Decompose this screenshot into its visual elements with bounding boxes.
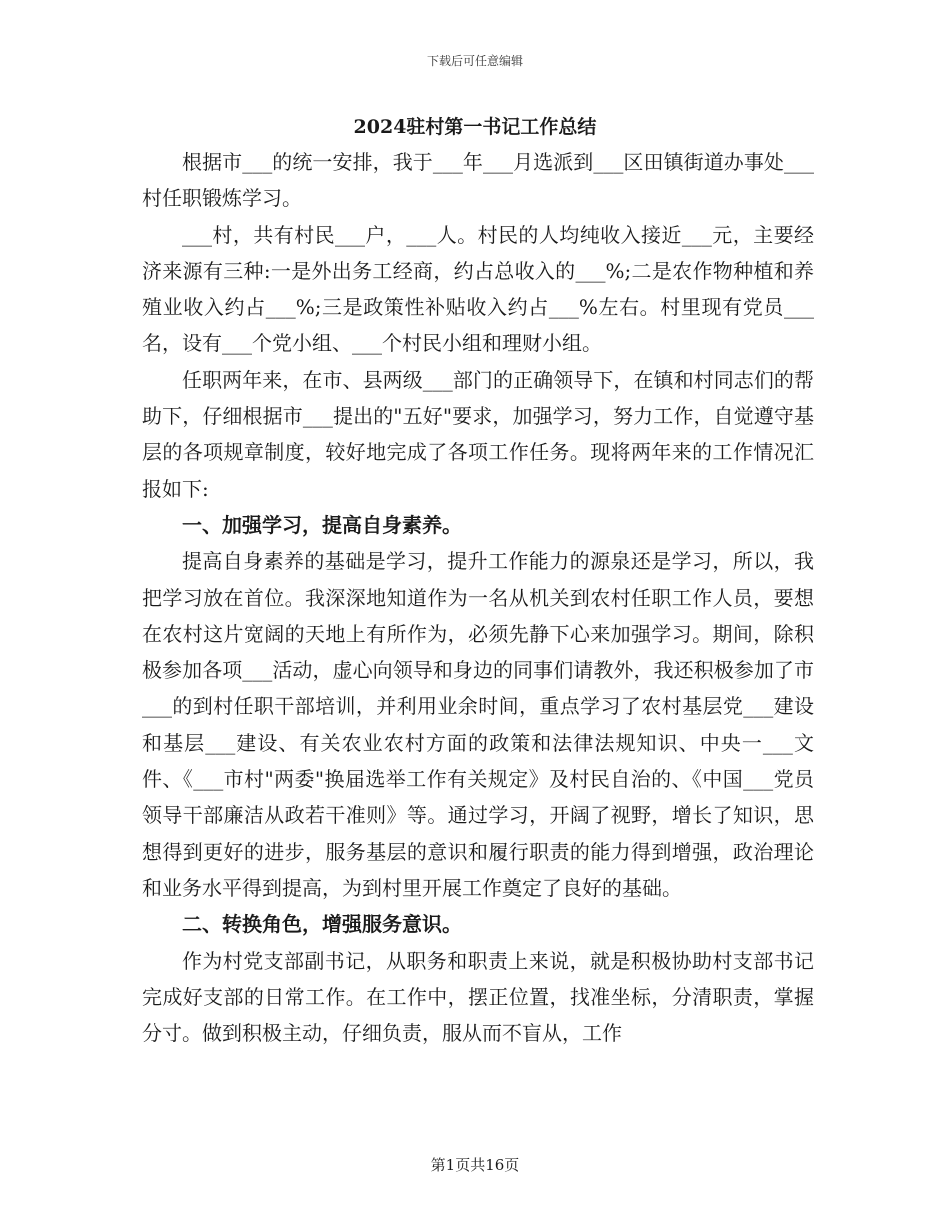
paragraph-study: 提高自身素养的基础是学习，提升工作能力的源泉还是学习，所以，我把学习放在首位。我深深地知道作为一名从机关到农村任职工作人员，要想在农村这片宽阔的天地上有所作为，必须先静下心来加强学习。期间，除积极参加各项___活动，虚心向领导和身边的同事们请教外，我还积极参加了市___的到村任职干部培训，并利用业余时间，重点学习了农村基层党___建设和基层___建设、有关农业农村方面的政策和法律法规知识、中央一___文件、《___市村"两委"换届选举工作有关规定》及村民自治的、《中国___党员领导干部廉洁从政若干准则》等。通过学习，开阔了视野，增长了知识，思想得到更好的进步，服务基层的意识和履行职责的能力得到增强，政治理论和业务水平得到提高，为到村里开展工作奠定了良好的基础。 (142, 549, 814, 900)
page-footer: 第1页共16页 (430, 1156, 520, 1174)
document-body (142, 144, 814, 1051)
paragraph-overview: 任职两年来，在市、县两级___部门的正确领导下，在镇和村同志们的帮助下，仔细根据市___提出的"五好"要求，加强学习，努力工作，自觉遵守基层的各项规章制度，较好地完成了各项工作任务。现将两年来的工作情况汇报如下: (142, 367, 814, 501)
section-heading-2: 二、转换角色，增强服务意识。 (182, 912, 462, 937)
paragraph-role: 作为村党支部副书记，从职务和职责上来说，就是积极协助村支部书记完成好支部的日常工作。在工作中，摆正位置，找准坐标，分清职责，掌握分寸。做到积极主动，仔细负责，服从而不盲从，工作 (142, 948, 814, 1046)
paragraph-intro: 根据市___的统一安排，我于___年___月选派到___区田镇街道办事处___村任职锻炼学习。 (142, 150, 814, 211)
paragraph-village-profile: ___村，共有村民___户，___人。村民的人均纯收入接近___元，主要经济来源有三种:一是外出务工经商，约占总收入的___%;二是农作物种植和养殖业收入约占___%;三是政策性补贴收入约占___%左右。村里现有党员___名，设有___个党小组、___个村民小组和理财小组。 (142, 222, 814, 356)
document-title: 2024驻村第一书记工作总结 (353, 116, 597, 138)
header-note: 下载后可任意编辑 (426, 54, 523, 68)
section-heading-1: 一、加强学习，提高自身素养。 (182, 512, 462, 537)
